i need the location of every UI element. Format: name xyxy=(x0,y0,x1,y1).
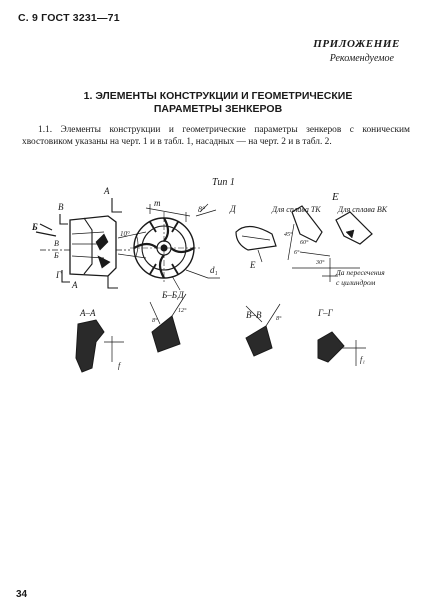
paragraph-text: 1.1. Элементы конструкции и геометрические параметры зенкеров с коническим хвостовиком указаны на черт. 1 и в табл. 1, насадных — на черт. 2 и в табл. 2. xyxy=(22,125,410,147)
label-Bb-left: Б xyxy=(54,251,59,260)
technical-drawing xyxy=(0,172,436,392)
section-AA-view xyxy=(76,320,124,372)
label-intersect-1: Да пересечения xyxy=(336,268,385,277)
section-title-line-2: ПАРАМЕТРЫ ЗЕНКЕРОВ xyxy=(153,103,283,115)
section-GG-view xyxy=(318,332,366,366)
label-angle-45: 45° xyxy=(284,232,293,238)
countersink-end-view xyxy=(130,204,220,290)
label-V-left: В xyxy=(54,239,59,248)
section-title xyxy=(0,90,436,116)
page-number: 34 xyxy=(16,589,28,600)
detail-D xyxy=(236,226,276,262)
label-A-top: А xyxy=(104,186,110,196)
countersink-side-view xyxy=(36,198,146,288)
label-d1: d₁ xyxy=(210,265,218,275)
label-angle-10: 10° xyxy=(120,230,130,238)
section-title-line-1: 1. ЭЛЕМЕНТЫ КОНСТРУКЦИИ И ГЕОМЕТРИЧЕСКИЕ xyxy=(83,90,353,102)
label-m: m xyxy=(154,198,161,208)
label-angle-6: 6° xyxy=(294,250,300,256)
label-B: В xyxy=(58,202,64,212)
appendix-status: Рекомендуемое xyxy=(329,53,394,64)
label-angle-8-v: 8° xyxy=(276,316,282,322)
label-D-detail: Д xyxy=(230,204,236,214)
label-Bb: Б xyxy=(32,222,38,232)
label-E-left: Е xyxy=(250,260,256,270)
document-header: С. 9 ГОСТ 3231—71 xyxy=(18,12,120,24)
appendix-title: ПРИЛОЖЕНИЕ xyxy=(313,38,400,50)
label-f: f xyxy=(118,361,121,370)
label-G: Г xyxy=(56,270,62,280)
body-paragraph xyxy=(22,124,410,148)
label-angle-60: 60° xyxy=(300,240,309,246)
label-alloy-vk: Для сплава ВК xyxy=(338,205,388,214)
label-section-AA: А–А xyxy=(80,308,96,318)
drawing-type-label: Тип 1 xyxy=(212,177,235,188)
label-angle-30: 30° xyxy=(316,260,325,266)
label-alloy-tk: Для сплава ТК xyxy=(272,205,321,214)
label-angle-12: 12° xyxy=(178,308,187,314)
label-A-bottom: А xyxy=(72,280,78,290)
label-section-BB: Б–Б xyxy=(162,290,178,300)
label-D-center: Д xyxy=(178,290,184,300)
label-E-top: Е xyxy=(332,191,339,203)
label-angle-8: 8° xyxy=(198,205,206,214)
label-angle-8-section: 8° xyxy=(152,318,158,324)
label-f1: f₁ xyxy=(360,355,366,364)
label-intersect-2: с цилиндром xyxy=(336,278,376,287)
label-section-VV: В–В xyxy=(246,310,262,320)
label-section-GG: Г–Г xyxy=(318,308,333,318)
